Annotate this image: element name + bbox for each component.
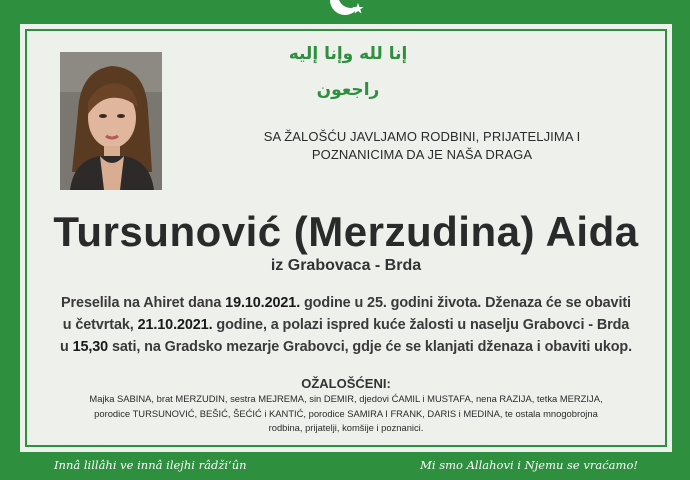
top-header xyxy=(0,0,690,24)
announcement-line-2: u četvrtak, 21.10.2021. godine, a polazi ispred kuće žalosti u naselju Grabovci - Brda xyxy=(62,317,630,333)
mourners-line-2: porodice TURSUNOVIĆ, BEŠIĆ, ŠEĆIĆ i KANTIĆ, porodice SAMIRA I FRANK, DARIS i MEDINA, te ostala mnogobrojna xyxy=(94,407,598,419)
obituary-card xyxy=(20,24,672,452)
deceased-name: Tursunović (Merzudina) Aida xyxy=(53,208,639,255)
intro-text xyxy=(216,128,628,164)
announcement-text xyxy=(44,292,648,358)
deceased-origin: iz Grabovaca - Brda xyxy=(270,257,422,274)
announcement-line-3: u 15,30 sati, na Gradsko mezarje Grabovci, gdje će se klanjati dženaza i obaviti ukop. xyxy=(59,339,633,355)
mourners-line-3: rodbina, prijatelji, komšije i poznanici. xyxy=(268,422,424,433)
mourners-line-1: Majka SABINA, brat MERZUDIN, sestra MEJREMA, sin DEMIR, djedovi ĆAMIL i MUSTAFA, nena RAZIJA, tetka MERZIJA, xyxy=(89,393,603,404)
arabic-calligraphy: إنا لله وإنا إليه راجعون xyxy=(288,44,408,100)
crescent-star-icon xyxy=(322,0,368,20)
mourners-heading: OŽALOŠĆENI: xyxy=(301,376,391,391)
mourners-list xyxy=(44,392,648,436)
announcement-line-1: Preselila na Ahiret dana 19.10.2021. godine u 25. godini života. Dženaza će se obaviti xyxy=(61,295,631,311)
deceased-photo xyxy=(60,52,162,190)
footer-right-text: Mi smo Allahovi i Njemu se vraćamo! xyxy=(420,458,638,472)
intro-line-2: POZNANICIMA DA JE NAŠA DRAGA xyxy=(311,147,533,162)
intro-line-1: SA ŽALOŠĆU JAVLJAMO RODBINI, PRIJATELJIMA I xyxy=(263,129,581,144)
portrait-image xyxy=(60,52,162,190)
footer-left-text: Innâ lillâhi ve innâ ilejhi râdži‘ûn xyxy=(54,458,247,472)
